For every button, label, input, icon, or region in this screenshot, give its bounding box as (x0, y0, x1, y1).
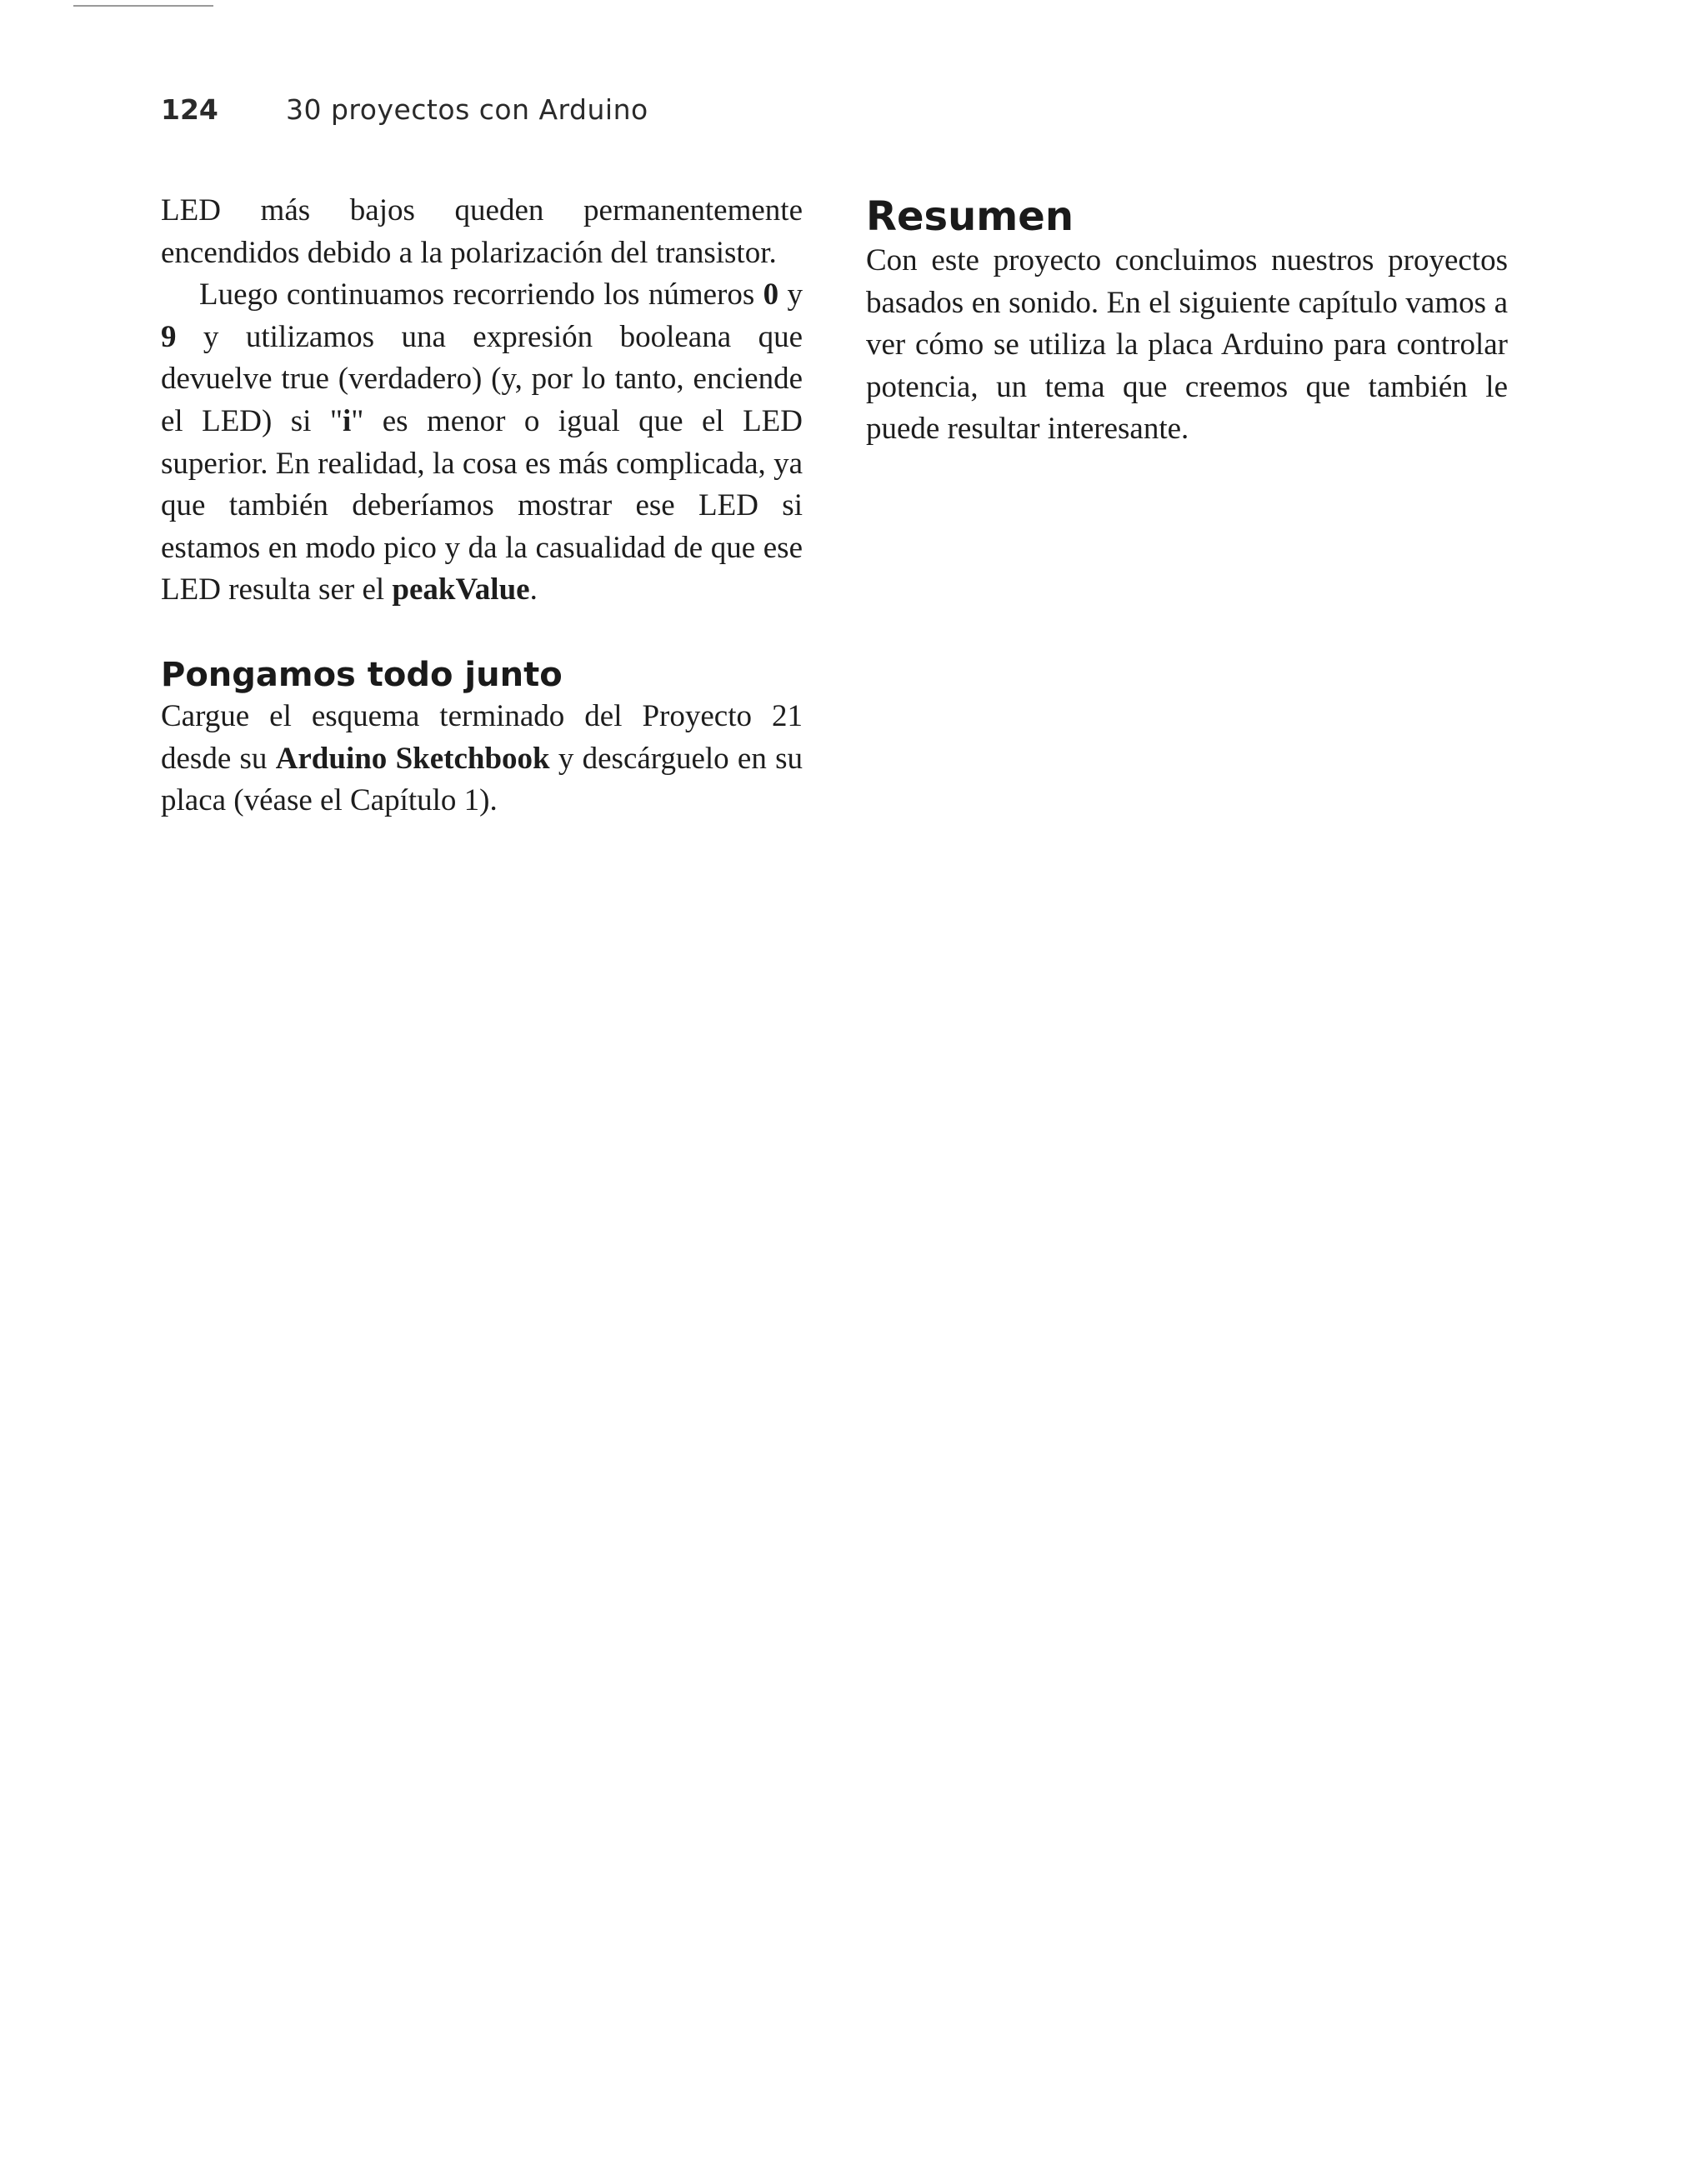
section-heading-resumen: Resumen (866, 193, 1074, 240)
bold-arduino-sketchbook: Arduino Sketchbook (275, 741, 550, 776)
right-column (866, 190, 1508, 451)
text-run: y (778, 277, 803, 312)
text-run: " es menor o igual que el LED superior. En realidad, la cosa es más complicada, ya que también deberíamos mostrar ese LED si estamos en modo pico y da la casualidad de que ese LED resulta ser el (161, 403, 803, 607)
text-run: Cargue el esquema terminado del Proyecto 21 desde su (161, 698, 803, 776)
paragraph-transistor: LED más bajos queden permanentemente encendidos debido a la polarización del transistor. (161, 193, 803, 270)
bold-number-nine: 9 (161, 319, 177, 354)
text-run: . (529, 572, 538, 607)
text-run: y descárguelo en su placa (véase el Capítulo 1). (161, 741, 803, 818)
top-rule (73, 5, 213, 7)
bold-number-zero: 0 (763, 277, 779, 312)
paragraph-boolean-expression (161, 274, 803, 612)
text-run: y utilizamos una expresión booleana que devuelve true (verdadero) (y, por lo tanto, enciende el LED) si " (161, 319, 803, 438)
paragraph-summary: Con este proyecto concluimos nuestros proyectos basados en sonido. En el siguiente capítulo vamos a ver cómo se utiliza la placa Arduino para controlar potencia, un tema que creemos que también le puede resultar interesante. (866, 243, 1508, 447)
section-heading-pongamos: Pongamos todo junto (161, 655, 563, 694)
text-run: Luego continuamos recorriendo los números (199, 277, 763, 312)
running-header (161, 93, 648, 135)
book-title: 30 proyectos con Arduino (286, 93, 648, 126)
bold-variable-i: i (342, 403, 352, 438)
paragraph-load-sketch (161, 696, 803, 822)
page-number: 124 (161, 93, 218, 126)
bold-peakvalue: peakValue (392, 572, 530, 607)
left-column (161, 190, 803, 822)
spacer (161, 612, 803, 654)
